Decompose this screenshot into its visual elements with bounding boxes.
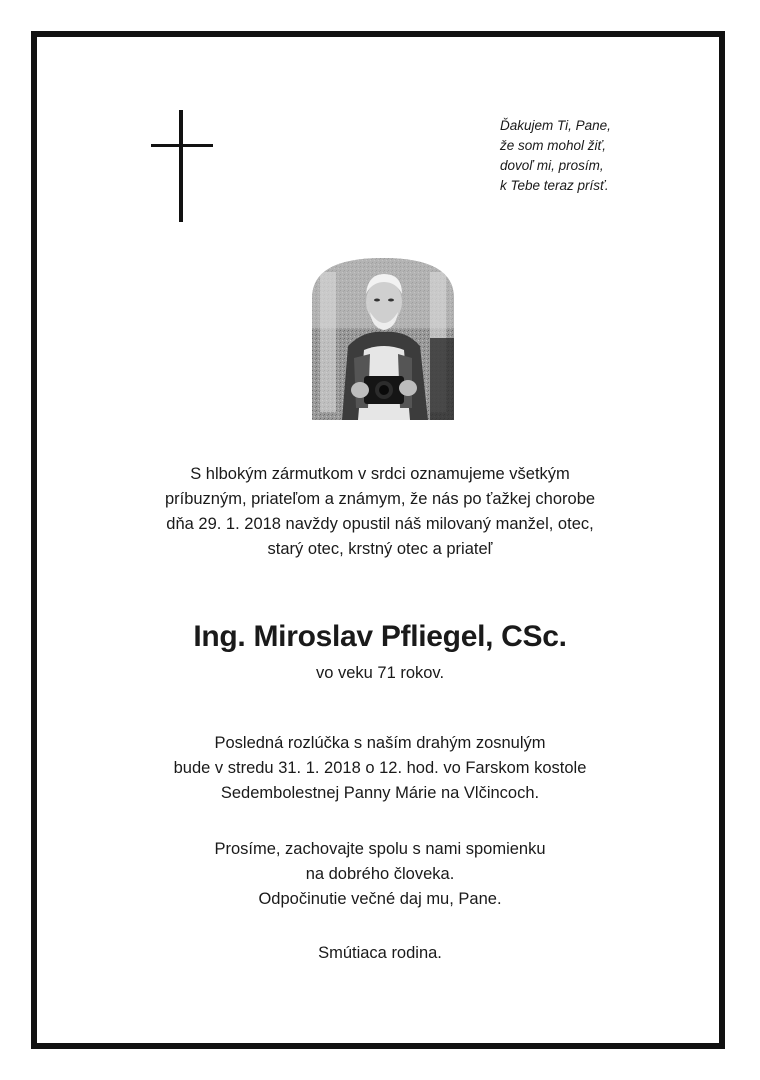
verse-line: dovoľ mi, prosím, xyxy=(500,158,604,173)
deceased-age: vo veku 71 rokov. xyxy=(315,664,445,682)
deceased-name: Ing. Miroslav Pfliegel, CSc. xyxy=(193,620,567,653)
funeral-line: bude v stredu 31. 1. 2018 o 12. hod. vo Farskom kostole xyxy=(173,759,587,777)
prayer-line: Prosíme, zachovajte spolu s nami spomienku xyxy=(214,840,546,858)
closing-prayer xyxy=(60,837,700,912)
verse-line: k Tebe teraz prísť. xyxy=(500,178,609,193)
announcement-line: dňa 29. 1. 2018 navždy opustil náš milovaný manžel, otec, xyxy=(166,515,594,533)
cross-vertical-bar xyxy=(179,110,183,222)
prayer-verse xyxy=(500,116,660,196)
family-signature: Smútiaca rodina. xyxy=(318,944,442,962)
portrait-photo xyxy=(312,258,454,420)
funeral-details xyxy=(60,731,700,806)
announcement-text xyxy=(60,462,700,562)
announcement-line: príbuzným, priateľom a známym, že nás po ťažkej chorobe xyxy=(164,490,596,508)
funeral-line: Posledná rozlúčka s naším drahým zosnulým xyxy=(214,734,546,752)
announcement-line: starý otec, krstný otec a priateľ xyxy=(267,540,493,558)
verse-line: že som mohol žiť, xyxy=(500,138,607,153)
verse-line: Ďakujem Ti, Pane, xyxy=(500,118,611,133)
announcement-line: S hlbokým zármutkom v srdci oznamujeme všetkým xyxy=(190,465,570,483)
cross-icon xyxy=(151,110,213,222)
funeral-line: Sedembolestnej Panny Márie na Vlčincoch. xyxy=(220,784,540,802)
cross-horizontal-bar xyxy=(151,144,213,147)
prayer-line: na dobrého človeka. xyxy=(305,865,455,883)
prayer-line: Odpočinutie večné daj mu, Pane. xyxy=(258,890,502,908)
